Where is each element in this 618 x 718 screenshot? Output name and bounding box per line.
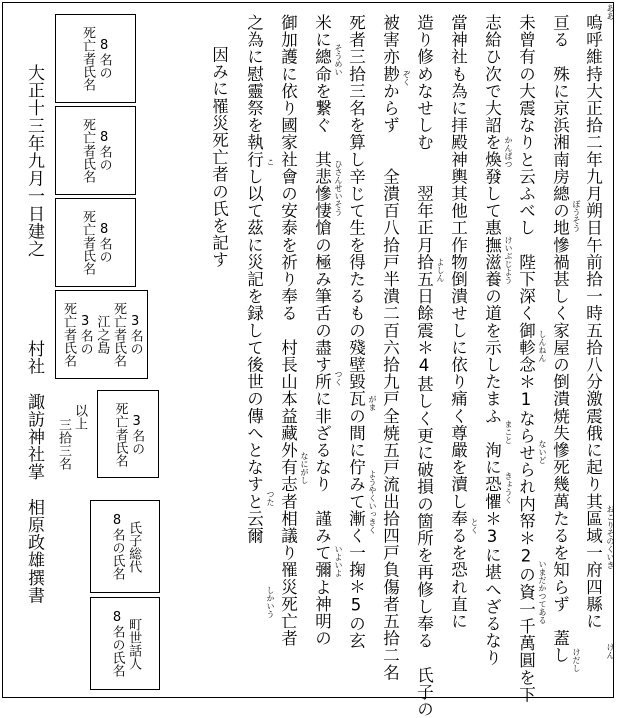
- ruby-tsutae: つた: [266, 490, 275, 506]
- text-column-6: 造り修めなせしむ 翌年正月拾五日餘震＊4甚しく更に破損の箇所を再修し奉る 氏子の: [414, 14, 434, 718]
- ruby-tsukusu: つく: [334, 370, 343, 386]
- box7-line1: 町世話人: [126, 617, 142, 670]
- shrine-author-line: 村社 諏訪神社掌 相原政雄撰書: [24, 340, 44, 604]
- box2-line2: 死亡者氏名: [80, 118, 95, 183]
- name-box-3: [55, 198, 136, 287]
- box7-line2: 8名の氏名: [109, 610, 125, 677]
- ruby-yoshin: よしん: [436, 258, 445, 282]
- box4-line3: 3名の: [77, 314, 93, 355]
- ruby-okori: おこりそのくいき: [606, 505, 615, 569]
- name-box-1: [55, 14, 136, 103]
- ruby-hokoku: ようやくいっきく: [368, 470, 377, 534]
- box4-line4: 死亡者氏名: [61, 302, 77, 367]
- ruby-shinnen: しんねん: [538, 330, 547, 362]
- text-column-5: 當神社も為に拝殿神輿其他工作物倒潰せしに依り痛く尊嚴を瀆し奉るを恐れ直に: [448, 14, 468, 630]
- box3-line2: 死亡者氏名: [80, 210, 95, 275]
- text-column-12: 因みに罹災死亡者の氏を記す: [209, 46, 229, 269]
- box6-line2: 8名の氏名: [109, 513, 125, 580]
- name-box-7: [90, 597, 160, 690]
- name-box-2: [55, 106, 136, 195]
- text-column-4: 志給ひ次で大詔を煥發して惠撫滋養の道を示したまふ 洵に恐懼＊3に堪へざるなり: [482, 14, 502, 667]
- box5-line1: 3名の: [129, 413, 145, 455]
- ruby-kaseki: がま: [368, 395, 377, 411]
- box4-enoshima-label: 江之島: [94, 315, 110, 354]
- total-count-line2: 三拾三名: [56, 418, 71, 470]
- text-column-10: 御加護に依り國家社會の安泰を祈り奉る 村長山本益藏外有志者相議り罹災死亡者: [278, 14, 298, 647]
- ruby-kanpatsu: かんぱつ: [504, 136, 513, 168]
- ruby-bosou: ぼうそう: [572, 200, 581, 232]
- ruby-token: とく: [470, 518, 479, 534]
- text-column-1: 嗚呼維持大正拾二年九月朔日午前拾一時五拾八分激震俄に起り其區域一府四縣に: [583, 14, 603, 630]
- text-column-11: 之為に慰靈祭を執行し以て茲に災記を録して後世の傳へとなすと云爾: [244, 14, 264, 545]
- box4-line1: 3名の: [127, 314, 143, 355]
- ruby-kasanete: そうめい: [334, 44, 343, 76]
- box5-line2: 死亡者氏名: [112, 401, 128, 467]
- ruby-iyoiyo: いよいよ: [334, 545, 343, 577]
- total-count-line1: 以上: [72, 404, 87, 430]
- name-box-5: [97, 390, 159, 478]
- name-box-6: [90, 500, 160, 593]
- box2-line1: 8名の: [96, 130, 112, 171]
- box4-line2: 死亡者氏名: [110, 302, 126, 367]
- ruby-shikaiu: しかいう: [266, 586, 275, 618]
- ruby-makoto: まこと: [504, 420, 513, 444]
- text-column-9: 米に總命を繋ぐ 其悲慘悽愴の極み筆舌の盡す所に非ざるなり 謹みて彌よ神明の: [312, 14, 332, 647]
- box6-line1: 氏子総代: [126, 520, 142, 573]
- box1-line1: 8名の: [96, 38, 112, 79]
- box3-line1: 8名の: [96, 222, 112, 263]
- ruby-ken: けん: [606, 643, 615, 659]
- ruby-aa: ああ: [606, 4, 615, 20]
- text-column-3: 未曾有の大震なりと云ふべし 陛下深く御軫念＊1ならせられ内帑＊2の資一千萬圓を下: [516, 14, 536, 703]
- text-column-2: 亘る 殊に京浜湘南房總の地慘禍甚しく家屋の倒潰焼失慘死幾萬たるを知らず 蓋し: [550, 14, 570, 664]
- ruby-kyouku: きょうく: [504, 472, 513, 504]
- ruby-nanigashi: なにがし: [300, 452, 309, 484]
- ruby-naido: ないど: [538, 440, 547, 464]
- ruby-imadakatsute: いまだかつてある: [538, 560, 547, 624]
- name-box-4: [55, 290, 148, 379]
- text-column-7: 被害亦尠からず 全潰百八拾戸半潰二百六拾九戸全焼五戸流出拾四戸負傷者五拾二名: [380, 14, 400, 681]
- ruby-ozoku: ぞく: [402, 70, 411, 86]
- ruby-ee: こ: [266, 158, 275, 166]
- box1-line2: 死亡者氏名: [80, 26, 95, 91]
- ruby-hisan: ひさんせいそう: [334, 160, 343, 216]
- text-column-8: 死者三拾三名を算し辛じて生を得たるもの殘壁毀瓦の間に佇みて漸く一掬＊5の玄: [346, 14, 366, 650]
- ruby-keshi: けだし: [572, 648, 581, 672]
- ruby-keibu: けいぶじよう: [504, 236, 513, 284]
- date-erected: 大正十三年九月一日建之: [24, 64, 44, 258]
